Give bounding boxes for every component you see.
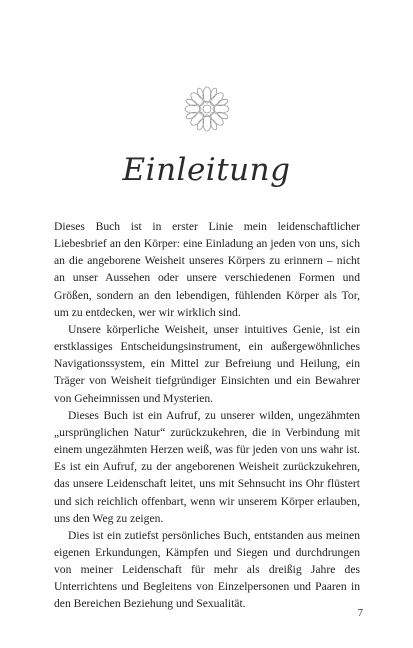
page-number: 7 xyxy=(357,608,363,619)
paragraph-4: Dies ist ein zutiefst persönliches Buch, entstanden aus meinen eigenen Erkundungen, Kämpfen und Siegen und durchdrungen von meiner Leidenschaft für mehr als dreißig Jahre des Unterrichtens und Begleitens von Einzelpersonen und Paaren in den Bereichen Beziehung und Sexualität. xyxy=(54,528,360,611)
paragraph-2: Unsere körperliche Weisheit, unser intuitives Genie, ist ein erstklassiges Entscheidungsinstrument, ein außergewöhnliches Navigationssystem, ein Mittel zur Befreiung und Heilung, ein Träger von Weisheit tiefgründiger Einsichten und ein Bewahrer von Geheimnissen und Mysterien. xyxy=(54,322,360,405)
body-text xyxy=(54,218,360,613)
mandala-flower-icon xyxy=(184,86,230,132)
paragraph-3: Dieses Buch ist ein Aufruf, zu unserer wilden, ungezähmten „ursprünglichen Natur“ zurückzukehren, die in Verbindung mit einem ungezähmten Herzen weiß, was für jeden von uns wahr ist. Es ist ein Aufruf, zu der angeborenen Weisheit zurückzukehren, das unsere Leidenschaft leitet, uns mit Sehnsucht ins Ohr flüstert und sich reichlich offenbart, wenn wir unserem Körper erlauben, uns den Weg zu zeigen. xyxy=(54,408,360,525)
chapter-title: Einleitung xyxy=(122,152,291,188)
paragraph-1: Dieses Buch ist in erster Linie mein leidenschaftlicher Liebesbrief an den Körper: eine Einladung an jeden von uns, sich an die angeborene Weisheit unseres Körpers zu erinnern – nicht an unser Aussehen oder unsere verschiedenen Formen und Größen, sondern an den lebendigen, fühlenden Körper als Tor, um zu entdecken, wer wir wirklich sind. xyxy=(54,220,360,319)
